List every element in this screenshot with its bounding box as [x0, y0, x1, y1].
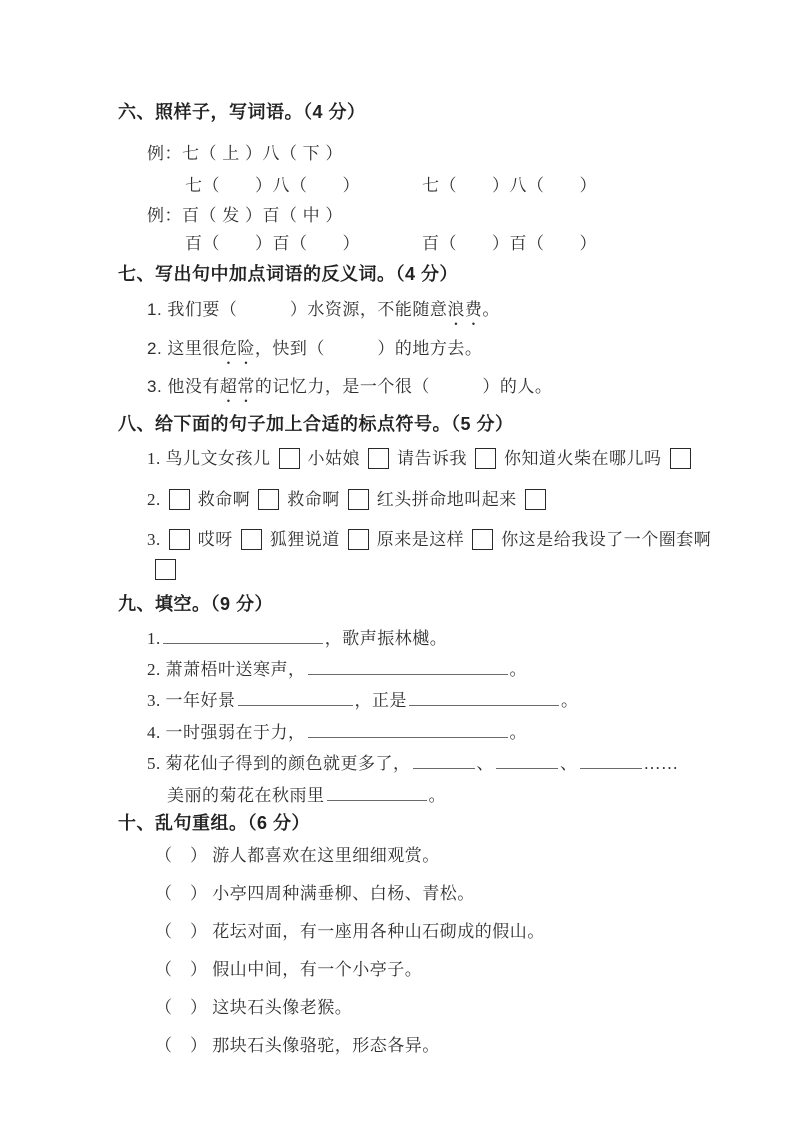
fill-blank-item: [147, 657, 738, 683]
blank-line: [238, 689, 353, 706]
section-6-example-2: 例：百（ 发 ）百（ 中 ）: [147, 206, 343, 225]
sentence-fragment: 救命啊: [287, 490, 340, 509]
sentence-fragment: 2.: [147, 490, 161, 509]
sentence-fragment: 哎呀: [197, 530, 233, 549]
order-paren-slot: （ ）: [155, 998, 208, 1017]
antonym-item: [147, 298, 738, 329]
order-paren-slot: （ ）: [155, 884, 208, 903]
section-6-example-1: 例：七（ 上 ）八（ 下 ）: [147, 144, 343, 163]
blank-line: [308, 658, 508, 675]
item-text: 、: [560, 754, 578, 773]
item-text: ，快到（ ）的地方去。: [254, 339, 483, 358]
blank-line: [327, 784, 427, 801]
item-text: ……: [643, 754, 679, 773]
punctuation-box: [169, 489, 190, 510]
blank-line: [409, 689, 559, 706]
punctuation-box: [475, 448, 496, 469]
item-text: 3. 他没有: [147, 377, 220, 396]
sentence-fragment: 你这是给我设了一个圈套啊: [501, 530, 712, 549]
punctuation-box: [670, 448, 691, 469]
punctuation-box: [472, 529, 493, 550]
item-text: 4. 一时强弱在于力，: [147, 723, 306, 742]
item-text: ，歌声振林樾。: [324, 629, 448, 648]
punctuation-item: [147, 485, 738, 515]
word-pattern-slot: 百（ ）百（ ）: [185, 234, 360, 253]
punctuation-item: [147, 525, 738, 585]
sentence-fragment: 小姑娘: [307, 449, 360, 468]
item-text: 。: [428, 786, 446, 805]
blank-line: [580, 752, 642, 769]
item-text: 1. 我们要（ ）水资源，不能随意: [147, 300, 448, 319]
section-8-title: 八、给下面的句子加上合适的标点符号。（5 分）: [118, 414, 514, 434]
fill-blank-item: [147, 751, 738, 777]
item-text: 5. 菊花仙子得到的颜色就更多了，: [147, 754, 411, 773]
sentence-fragment: 狐狸说道: [269, 530, 340, 549]
order-paren-slot: （ ）: [155, 1036, 208, 1055]
word-pattern-slot: 百（ ）百（ ）: [422, 234, 597, 253]
reorder-item: [155, 843, 738, 869]
worksheet-content: [118, 100, 738, 1059]
sentence-fragment: 请告诉我: [397, 449, 467, 468]
punctuation-box: [368, 448, 389, 469]
item-text: ，正是: [354, 691, 407, 710]
sentence-fragment: 救命啊: [197, 490, 251, 509]
reorder-item: [155, 1033, 738, 1059]
reorder-item: [155, 995, 738, 1021]
section-7-title: 七、写出句中加点词语的反义词。（4 分）: [118, 264, 459, 284]
item-text: 美丽的菊花在秋雨里: [167, 786, 325, 805]
sentence-fragment: 你知道火柴在哪儿吗: [504, 449, 662, 468]
sentence-fragment: 1. 鸟儿文女孩儿: [147, 449, 271, 468]
emphasized-word: 超常: [219, 377, 255, 396]
item-number: 1.: [147, 629, 161, 648]
punctuation-box: [258, 489, 279, 510]
punctuation-box: [155, 559, 176, 580]
reorder-item: [155, 881, 738, 907]
fill-blank-item: [147, 720, 738, 746]
sentence-fragment: 原来是这样: [376, 530, 465, 549]
sentence: 小亭四周种满垂柳、白杨、青松。: [212, 884, 475, 903]
blank-line: [413, 752, 475, 769]
item-text: 的记忆力，是一个很（ ）的人。: [254, 377, 553, 396]
section-6-answer-row-1: [185, 174, 738, 198]
sentence-fragment: 红头拼命地叫起来: [376, 490, 517, 509]
sentence: 花坛对面，有一座用各种山石砌成的假山。: [212, 922, 545, 941]
sentence: 那块石头像骆驼，形态各异。: [212, 1036, 440, 1055]
reorder-item: [155, 919, 738, 945]
punctuation-box: [169, 529, 190, 550]
word-pattern-slot: 七（ ）八（ ）: [185, 176, 360, 195]
fill-blank-item: [147, 688, 738, 714]
section-6-title: 六、照样子，写词语。（4 分）: [118, 102, 366, 122]
sentence: 假山中间，有一个小亭子。: [212, 960, 423, 979]
sentence: 游人都喜欢在这里细细观赏。: [212, 846, 440, 865]
item-text: 2. 这里很: [147, 339, 220, 358]
punctuation-box: [279, 448, 300, 469]
order-paren-slot: （ ）: [155, 922, 208, 941]
section-9-title: 九、填空。（9 分）: [118, 594, 274, 614]
fill-blank-item: [147, 626, 738, 652]
item-text: 。: [561, 691, 579, 710]
section-6-answer-row-2: [185, 232, 738, 256]
word-pattern-slot: 七（ ）八（ ）: [422, 176, 597, 195]
item-text: 3. 一年好景: [147, 691, 236, 710]
reorder-item: [155, 957, 738, 983]
antonym-item: [147, 375, 738, 406]
item-text: 。: [482, 300, 500, 319]
section-10-title: 十、乱句重组。（6 分）: [118, 813, 311, 833]
item-text: 、: [476, 754, 494, 773]
blank-line: [496, 752, 558, 769]
fill-blank-item-continued: [167, 783, 738, 809]
punctuation-item: [147, 444, 738, 474]
emphasized-word: 浪费: [447, 300, 483, 319]
punctuation-box: [525, 489, 546, 510]
item-text: 。: [509, 723, 527, 742]
punctuation-box: [241, 529, 262, 550]
punctuation-box: [348, 529, 369, 550]
sentence-fragment: 3.: [147, 530, 161, 549]
order-paren-slot: （ ）: [155, 846, 208, 865]
order-paren-slot: （ ）: [155, 960, 208, 979]
antonym-item: [147, 337, 738, 368]
item-text: 2. 萧萧梧叶送寒声，: [147, 660, 306, 679]
sentence: 这块石头像老猴。: [212, 998, 353, 1017]
blank-line: [163, 627, 323, 644]
item-text: 。: [509, 660, 527, 679]
blank-line: [308, 721, 508, 738]
punctuation-box: [348, 489, 369, 510]
emphasized-word: 危险: [219, 339, 255, 358]
